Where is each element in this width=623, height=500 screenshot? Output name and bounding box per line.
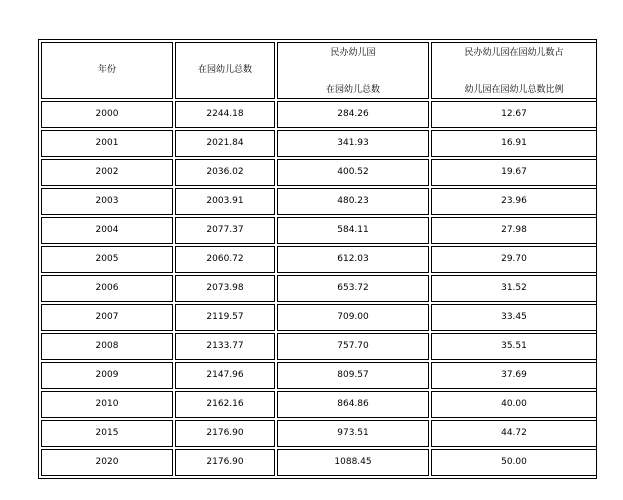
header-private-ratio: [431, 42, 597, 99]
cell-private-ratio: 16.91: [431, 130, 597, 157]
header-year: [41, 42, 173, 99]
cell-year: 2006: [41, 275, 173, 302]
table-row: [41, 333, 597, 360]
cell-total-enrollment: 2021.84: [175, 130, 275, 157]
cell-private-ratio: 50.00: [431, 449, 597, 476]
cell-private-ratio: 33.45: [431, 304, 597, 331]
cell-year: 2015: [41, 420, 173, 447]
data-table-container: [38, 39, 597, 479]
cell-year: 2020: [41, 449, 173, 476]
cell-total-enrollment: 2060.72: [175, 246, 275, 273]
cell-total-enrollment: 2119.57: [175, 304, 275, 331]
cell-year: 2004: [41, 217, 173, 244]
cell-total-enrollment: 2147.96: [175, 362, 275, 389]
table-row: [41, 362, 597, 389]
cell-private-ratio: 31.52: [431, 275, 597, 302]
cell-private-ratio: 44.72: [431, 420, 597, 447]
cell-private-enrollment: 757.70: [277, 333, 429, 360]
cell-private-ratio: 37.69: [431, 362, 597, 389]
header-private-enrollment: [277, 42, 429, 99]
cell-private-ratio: 27.98: [431, 217, 597, 244]
table-body: [41, 101, 597, 476]
cell-private-enrollment: 284.26: [277, 101, 429, 128]
cell-total-enrollment: 2133.77: [175, 333, 275, 360]
cell-private-enrollment: 1088.45: [277, 449, 429, 476]
cell-private-enrollment: 400.52: [277, 159, 429, 186]
cell-private-enrollment: 612.03: [277, 246, 429, 273]
cell-private-ratio: 23.96: [431, 188, 597, 215]
cell-year: 2007: [41, 304, 173, 331]
cell-total-enrollment: 2077.37: [175, 217, 275, 244]
cell-total-enrollment: 2176.90: [175, 449, 275, 476]
cell-private-enrollment: 584.11: [277, 217, 429, 244]
cell-year: 2009: [41, 362, 173, 389]
cell-private-enrollment: 653.72: [277, 275, 429, 302]
cell-total-enrollment: 2176.90: [175, 420, 275, 447]
cell-private-enrollment: 973.51: [277, 420, 429, 447]
table-row: [41, 217, 597, 244]
cell-private-enrollment: 809.57: [277, 362, 429, 389]
cell-year: 2002: [41, 159, 173, 186]
cell-private-ratio: 29.70: [431, 246, 597, 273]
cell-year: 2001: [41, 130, 173, 157]
cell-year: 2008: [41, 333, 173, 360]
data-table: [39, 40, 599, 478]
table-row: [41, 275, 597, 302]
cell-year: 2010: [41, 391, 173, 418]
cell-total-enrollment: 2162.16: [175, 391, 275, 418]
cell-private-ratio: 19.67: [431, 159, 597, 186]
table-row: [41, 246, 597, 273]
cell-total-enrollment: 2073.98: [175, 275, 275, 302]
cell-private-ratio: 40.00: [431, 391, 597, 418]
header-total-enrollment: [175, 42, 275, 99]
cell-private-enrollment: 864.86: [277, 391, 429, 418]
header-year-label: 年份: [97, 65, 116, 75]
table-row: [41, 159, 597, 186]
header-private-ratio-line1: 民办幼儿园在园幼儿数占: [464, 47, 564, 58]
table-row: [41, 391, 597, 418]
cell-private-enrollment: 341.93: [277, 130, 429, 157]
table-header-row: [41, 42, 597, 99]
header-private-ratio-line2: 幼儿园在园幼儿总数比例: [464, 84, 564, 95]
table-row: [41, 101, 597, 128]
header-private-enrollment-line1: 民办幼儿园: [330, 47, 376, 58]
table-header: [41, 42, 597, 99]
cell-private-enrollment: 480.23: [277, 188, 429, 215]
header-total-enrollment-label: 在园幼儿总数: [197, 65, 252, 75]
table-row: [41, 304, 597, 331]
table-row: [41, 188, 597, 215]
table-row: [41, 449, 597, 476]
table-row: [41, 420, 597, 447]
cell-total-enrollment: 2003.91: [175, 188, 275, 215]
cell-private-ratio: 35.51: [431, 333, 597, 360]
cell-year: 2005: [41, 246, 173, 273]
cell-year: 2000: [41, 101, 173, 128]
cell-total-enrollment: 2036.02: [175, 159, 275, 186]
cell-total-enrollment: 2244.18: [175, 101, 275, 128]
table-row: [41, 130, 597, 157]
cell-private-ratio: 12.67: [431, 101, 597, 128]
cell-private-enrollment: 709.00: [277, 304, 429, 331]
header-private-enrollment-line2: 在园幼儿总数: [325, 84, 380, 95]
cell-year: 2003: [41, 188, 173, 215]
